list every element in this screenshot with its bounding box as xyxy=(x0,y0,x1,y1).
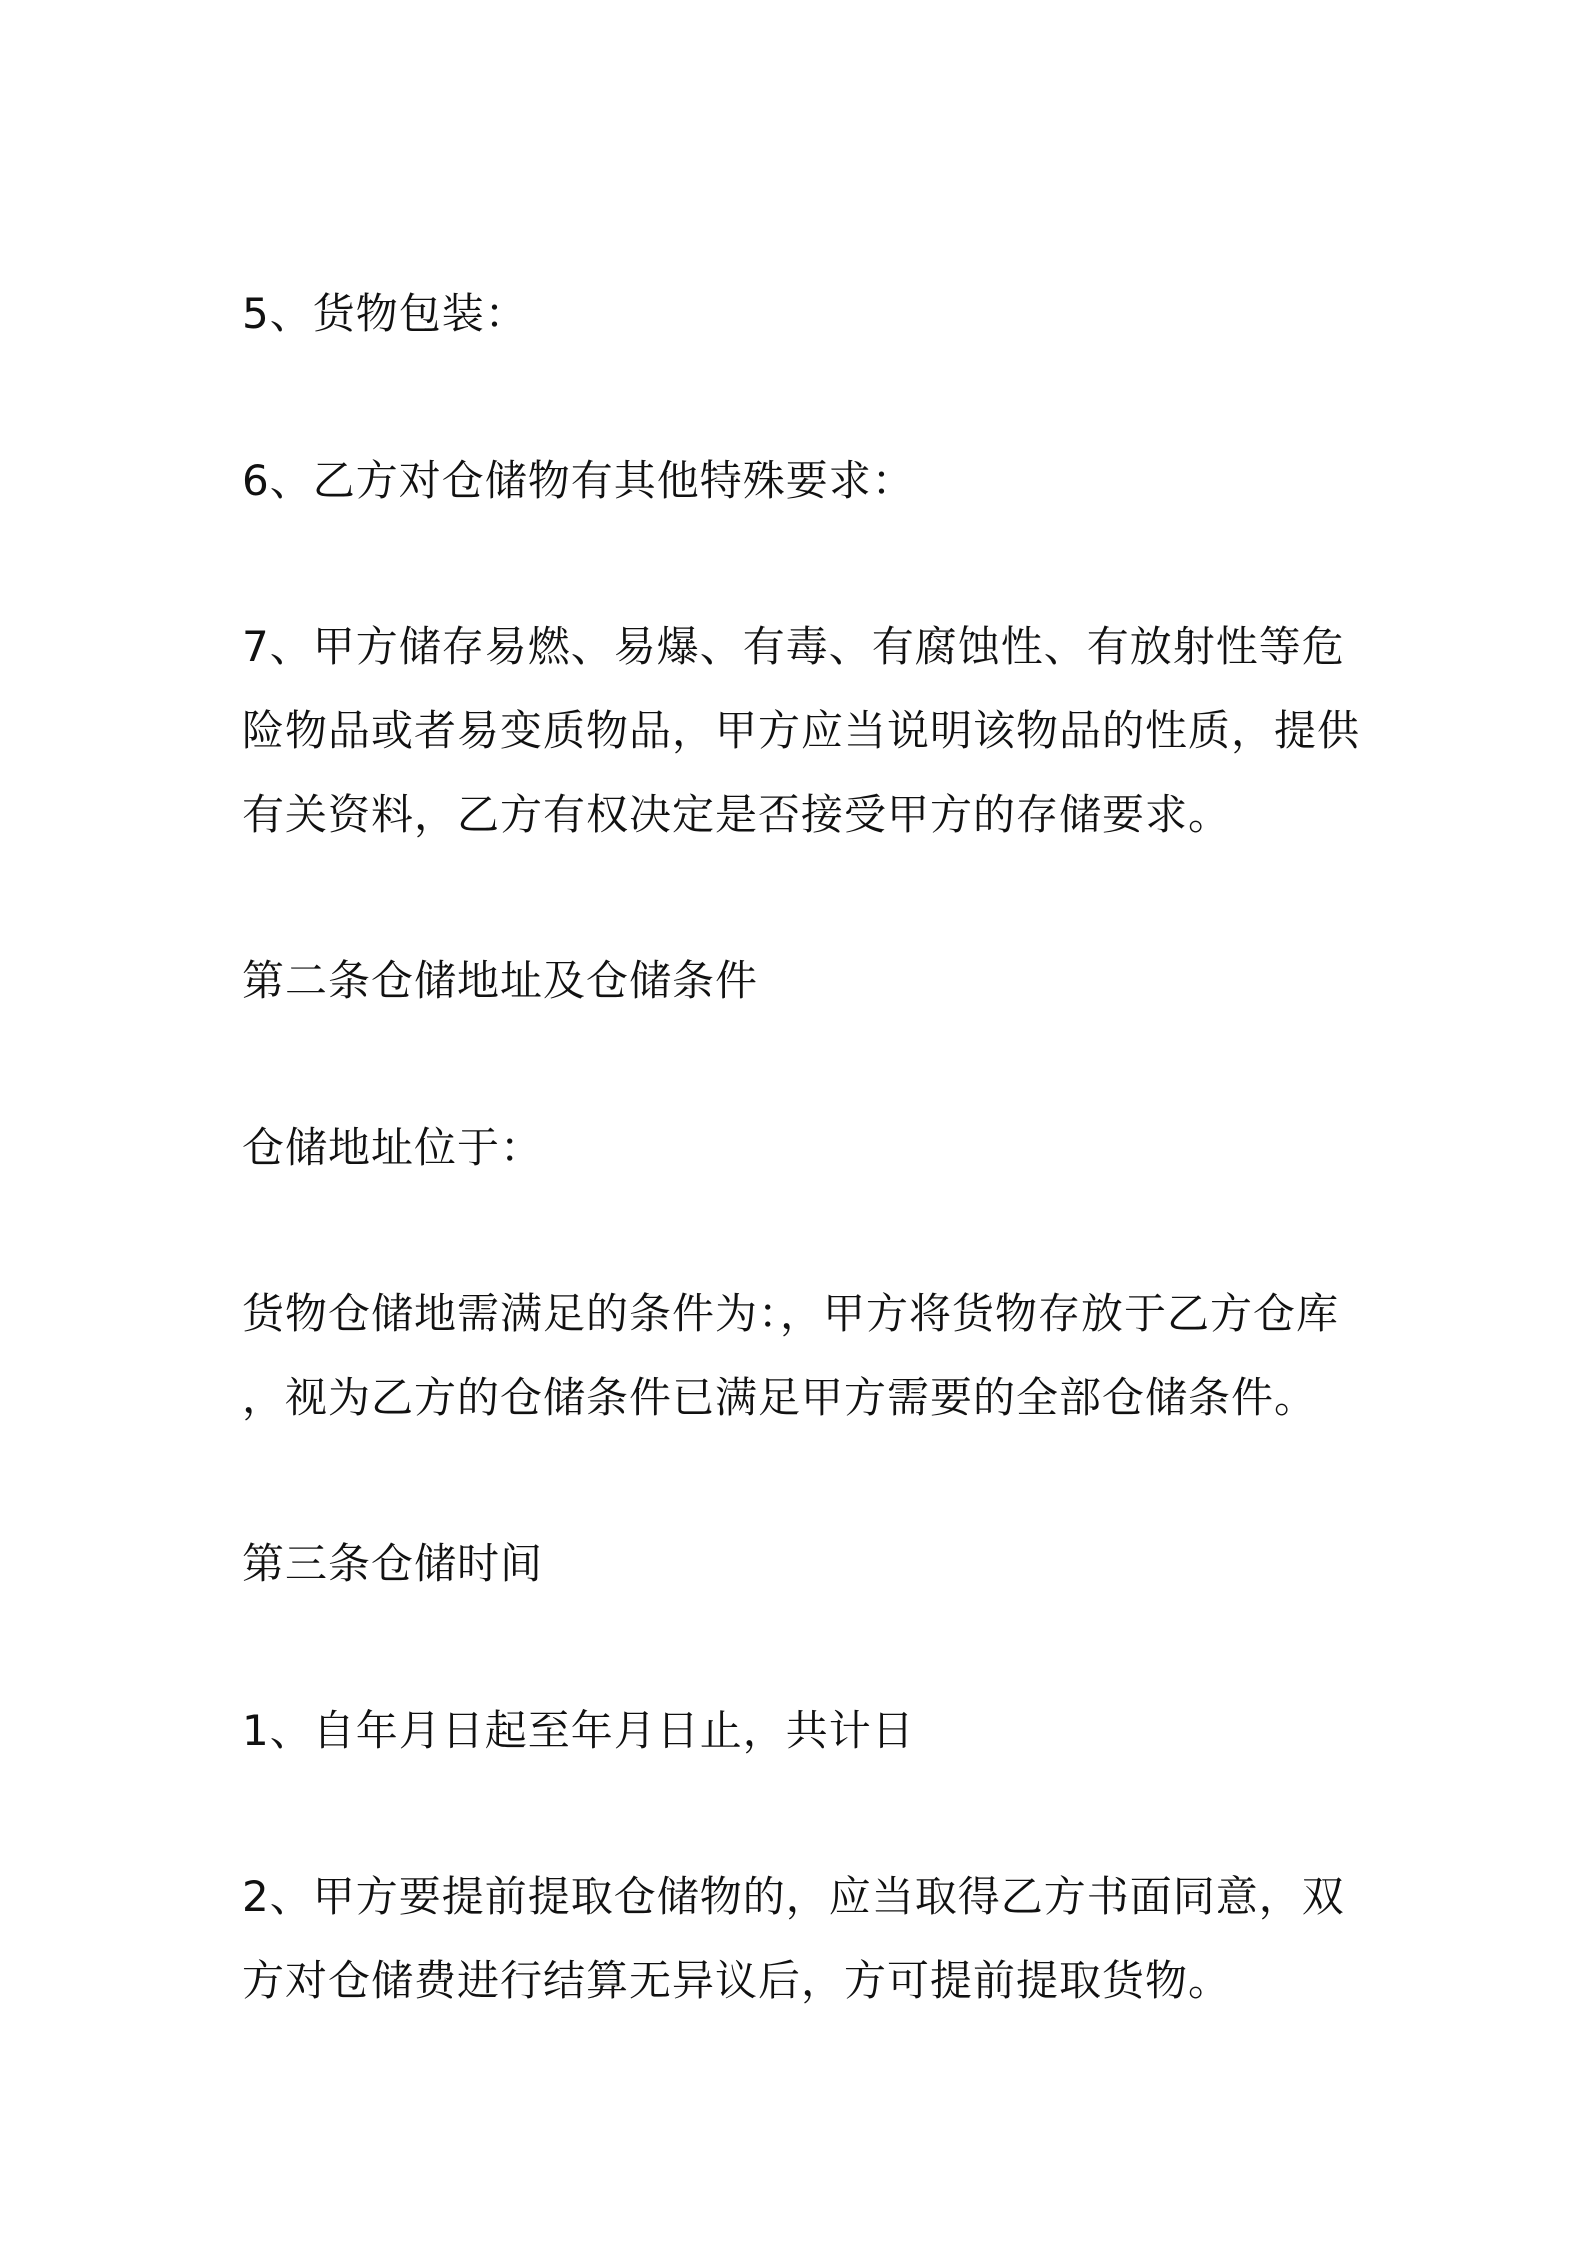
item-7-line-3: 有关资料，乙方有权决定是否接受甲方的存储要求。 xyxy=(242,790,1232,839)
storage-conditions-line-1: 货物仓储地需满足的条件为：，甲方将货物存放于乙方仓库 xyxy=(242,1289,1340,1338)
item-7-line-2: 险物品或者易变质物品，甲方应当说明该物品的性质，提供 xyxy=(242,706,1361,755)
term-item-1: 1、自年月日起至年月日止，共计日 xyxy=(242,1706,915,1755)
item-5-goods-packaging: 5、货物包装： xyxy=(242,289,528,338)
storage-conditions-line-2: ，视为乙方的仓储条件已满足甲方需要的全部仓储条件。 xyxy=(242,1373,1318,1422)
storage-address: 仓储地址位于： xyxy=(242,1123,544,1172)
section-heading-article-3: 第三条仓储时间 xyxy=(242,1539,544,1588)
item-6-special-requirements: 6、乙方对仓储物有其他特殊要求： xyxy=(242,456,915,505)
item-7-line-1: 7、甲方储存易燃、易爆、有毒、有腐蚀性、有放射性等危 xyxy=(242,622,1345,671)
term-item-2-line-2: 方对仓储费进行结算无异议后，方可提前提取货物。 xyxy=(242,1956,1232,2005)
section-heading-article-2: 第二条仓储地址及仓储条件 xyxy=(242,956,759,1005)
term-item-2-line-1: 2、甲方要提前提取仓储物的，应当取得乙方书面同意，双 xyxy=(242,1872,1345,1921)
